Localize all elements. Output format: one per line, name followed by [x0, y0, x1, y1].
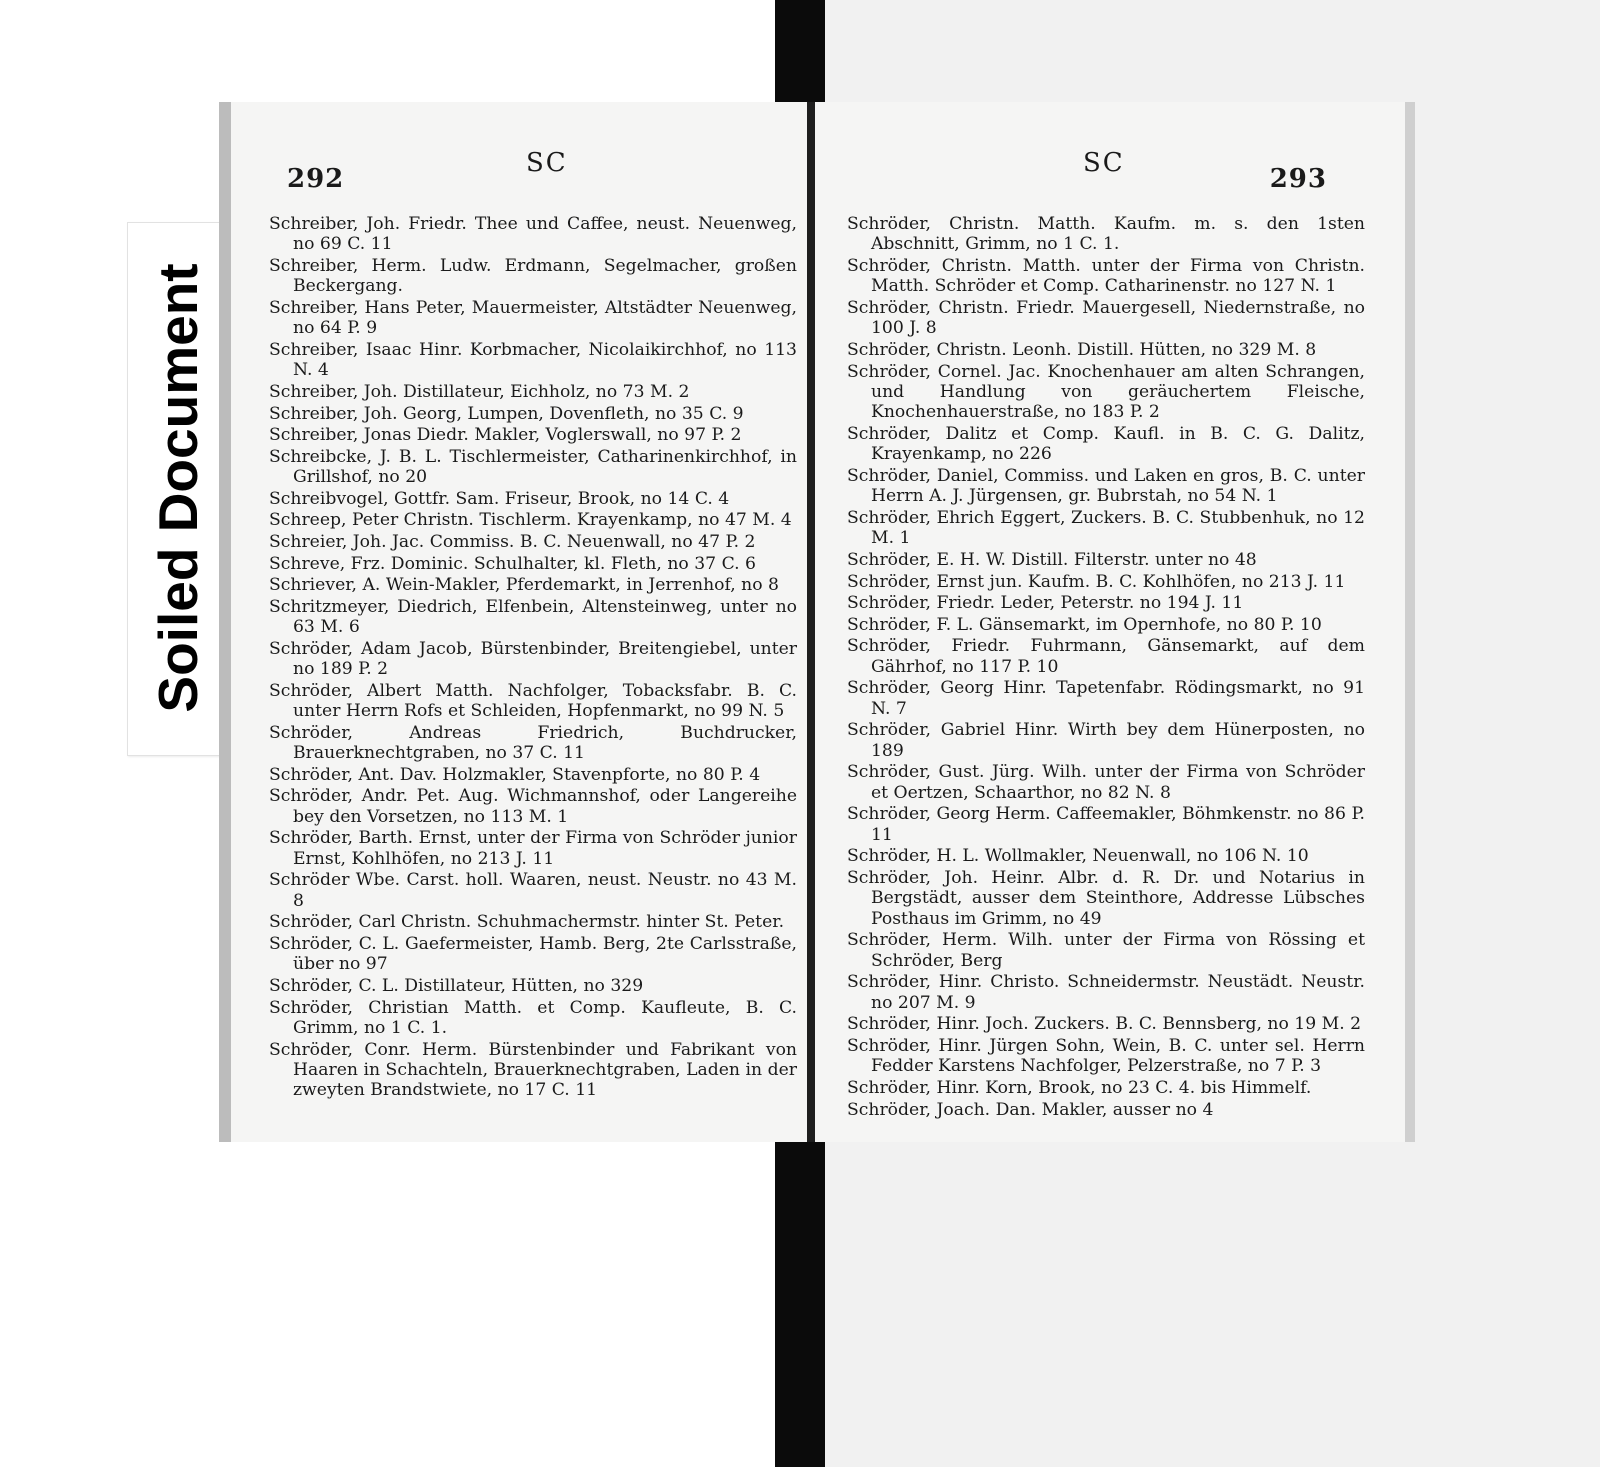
directory-entry: Schröder, Albert Matth. Nachfolger, Tobacksfabr. B. C. unter Herrn Rofs et Schleiden, Hopfenmarkt, no 99 N. 5: [269, 680, 797, 722]
directory-entry: Schröder Wbe. Carst. holl. Waaren, neust. Neustr. no 43 M. 8: [269, 870, 797, 911]
directory-entry: Schröder, Christn. Friedr. Mauergesell, Niedernstraße, no 100 J. 8: [847, 298, 1365, 339]
book-gutter: [807, 102, 815, 1142]
directory-entry: Schröder, Joh. Heinr. Albr. d. R. Dr. und Notarius in Bergstädt, ausser dem Steinthore, Addresse Lübsches Posthaus im Grimm, no 49: [847, 867, 1365, 929]
directory-entry: Schröder, Herm. Wilh. unter der Firma von Rössing et Schröder, Berg: [847, 930, 1365, 971]
soiled-document-label: Soiled Document: [147, 263, 209, 713]
page-number: 292: [287, 164, 345, 194]
directory-entry: Schröder, Ehrich Eggert, Zuckers. B. C. Stubbenhuk, no 12 M. 1: [847, 508, 1365, 549]
directory-entry: Schreibcke, J. B. L. Tischlermeister, Catharinenkirchhof, in Grillshof, no 20: [269, 446, 797, 488]
directory-entry: Schröder, Carl Christn. Schuhmachermstr. hinter St. Peter.: [269, 912, 785, 933]
entry-list: [269, 214, 797, 1102]
directory-entry: Schröder, Andr. Pet. Aug. Wichmannshof, oder Langereihe bey den Vorsetzen, no 113 M. 1: [269, 786, 797, 827]
directory-entry: Schröder, H. L. Wollmakler, Neuenwall, no 106 N. 10: [847, 846, 1309, 867]
directory-entry: Schröder, Friedr. Leder, Peterstr. no 194 J. 11: [847, 593, 1244, 614]
directory-entry: Schreiber, Joh. Friedr. Thee und Caffee, neust. Neuenweg, no 69 C. 11: [269, 214, 797, 255]
directory-entry: Schreiber, Jonas Diedr. Makler, Voglerswall, no 97 P. 2: [269, 425, 742, 446]
directory-entry: Schröder, Christn. Leonh. Distill. Hütten, no 329 M. 8: [847, 340, 1317, 360]
directory-entry: Schröder, Gust. Jürg. Wilh. unter der Firma von Schröder et Oertzen, Schaarthor, no 82 N. 8: [847, 762, 1365, 803]
directory-entry: Schröder, Conr. Herm. Bürstenbinder und Fabrikant von Haaren in Schachteln, Brauerknechtgraben, Laden in der zweyten Brandstwiete, no 17 C. 11: [269, 1039, 797, 1101]
directory-entry: Schritzmeyer, Diedrich, Elfenbein, Altensteinweg, unter no 63 M. 6: [269, 596, 797, 638]
directory-entry: Schreiber, Isaac Hinr. Korbmacher, Nicolaikirchhof, no 113 N. 4: [269, 340, 797, 381]
directory-entry: Schröder, Georg Hinr. Tapetenfabr. Rödingsmarkt, no 91 N. 7: [847, 678, 1365, 719]
directory-entry: Schriever, A. Wein-Makler, Pferdemarkt, in Jerrenhof, no 8: [269, 575, 779, 596]
directory-entry: Schreiber, Joh. Distillateur, Eichholz, no 73 M. 2: [269, 382, 690, 402]
directory-entry: Schröder, Joach. Dan. Makler, ausser no 4: [847, 1099, 1214, 1120]
directory-entry: Schröder, Christn. Matth. Kaufm. m. s. den 1sten Abschnitt, Grimm, no 1 C. 1.: [847, 214, 1365, 255]
directory-entry: Schröder, Georg Herm. Caffeemakler, Böhmkenstr. no 86 P. 11: [847, 804, 1365, 845]
directory-entry: Schröder, Ant. Dav. Holzmakler, Stavenpforte, no 80 P. 4: [269, 764, 761, 785]
directory-entry: Schröder, Daniel, Commiss. und Laken en gros, B. C. unter Herrn A. J. Jürgensen, gr. Bubrstah, no 54 N. 1: [847, 466, 1365, 507]
directory-entry: Schröder, Dalitz et Comp. Kaufl. in B. C. G. Dalitz, Krayenkamp, no 226: [847, 424, 1365, 465]
directory-entry: Schröder, Hinr. Joch. Zuckers. B. C. Bennsberg, no 19 M. 2: [847, 1014, 1362, 1035]
directory-entry: Schröder, Friedr. Fuhrmann, Gänsemarkt, auf dem Gährhof, no 117 P. 10: [847, 636, 1365, 677]
directory-entry: Schreier, Joh. Jac. Commiss. B. C. Neuenwall, no 47 P. 2: [269, 531, 756, 552]
directory-entry: Schröder, Christian Matth. et Comp. Kaufleute, B. C. Grimm, no 1 C. 1.: [269, 997, 797, 1038]
right-page: [815, 102, 1415, 1142]
directory-entry: Schröder, Andreas Friedrich, Buchdrucker, Brauerknechtgraben, no 37 C. 11: [269, 722, 797, 764]
left-page: [219, 102, 807, 1142]
page-number: 293: [1269, 164, 1327, 194]
directory-entry: Schröder, Gabriel Hinr. Wirth bey dem Hünerposten, no 189: [847, 720, 1365, 761]
directory-entry: Schreve, Frz. Dominic. Schulhalter, kl. Fleth, no 37 C. 6: [269, 553, 756, 574]
directory-entry: Schreep, Peter Christn. Tischlerm. Krayenkamp, no 47 M. 4: [269, 510, 792, 531]
directory-entry: Schreiber, Herm. Ludw. Erdmann, Segelmacher, großen Beckergang.: [269, 256, 797, 297]
directory-entry: Schröder, E. H. W. Distill. Filterstr. unter no 48: [847, 550, 1257, 570]
directory-entry: Schröder, Hinr. Christo. Schneidermstr. Neustädt. Neustr. no 207 M. 9: [847, 972, 1365, 1013]
directory-entry: Schröder, Hinr. Jürgen Sohn, Wein, B. C. unter sel. Herrn Fedder Karstens Nachfolger, Pelzerstraße, no 7 P. 3: [847, 1035, 1365, 1077]
running-head: SC: [526, 148, 568, 178]
directory-entry: Schröder, Cornel. Jac. Knochenhauer am alten Schrangen, und Handlung von geräuchertem Fleische, Knochenhauerstraße, no 183 P. 2: [847, 361, 1365, 423]
directory-entry: Schröder, Christn. Matth. unter der Firma von Christn. Matth. Schröder et Comp. Catharinenstr. no 127 N. 1: [847, 256, 1365, 297]
entry-list: [847, 214, 1365, 1121]
directory-entry: Schröder, C. L. Gaefermeister, Hamb. Berg, 2te Carlsstraße, über no 97: [269, 933, 797, 975]
running-head: SC: [1083, 148, 1125, 178]
directory-entry: Schröder, Hinr. Korn, Brook, no 23 C. 4. bis Himmelf.: [847, 1077, 1312, 1098]
directory-entry: Schröder, C. L. Distillateur, Hütten, no 329: [269, 975, 644, 996]
directory-entry: Schröder, Barth. Ernst, unter der Firma von Schröder junior Ernst, Kohlhöfen, no 213 J. 11: [269, 828, 797, 869]
directory-entry: Schreiber, Hans Peter, Mauermeister, Altstädter Neuenweg, no 64 P. 9: [269, 298, 797, 339]
directory-entry: Schröder, F. L. Gänsemarkt, im Opernhofe, no 80 P. 10: [847, 614, 1322, 635]
directory-entry: Schreibvogel, Gottfr. Sam. Friseur, Brook, no 14 C. 4: [269, 488, 730, 509]
directory-entry: Schröder, Adam Jacob, Bürstenbinder, Breitengiebel, unter no 189 P. 2: [269, 638, 797, 680]
directory-entry: Schröder, Ernst jun. Kaufm. B. C. Kohlhöfen, no 213 J. 11: [847, 571, 1346, 592]
directory-entry: Schreiber, Joh. Georg, Lumpen, Dovenfleth, no 35 C. 9: [269, 403, 744, 424]
